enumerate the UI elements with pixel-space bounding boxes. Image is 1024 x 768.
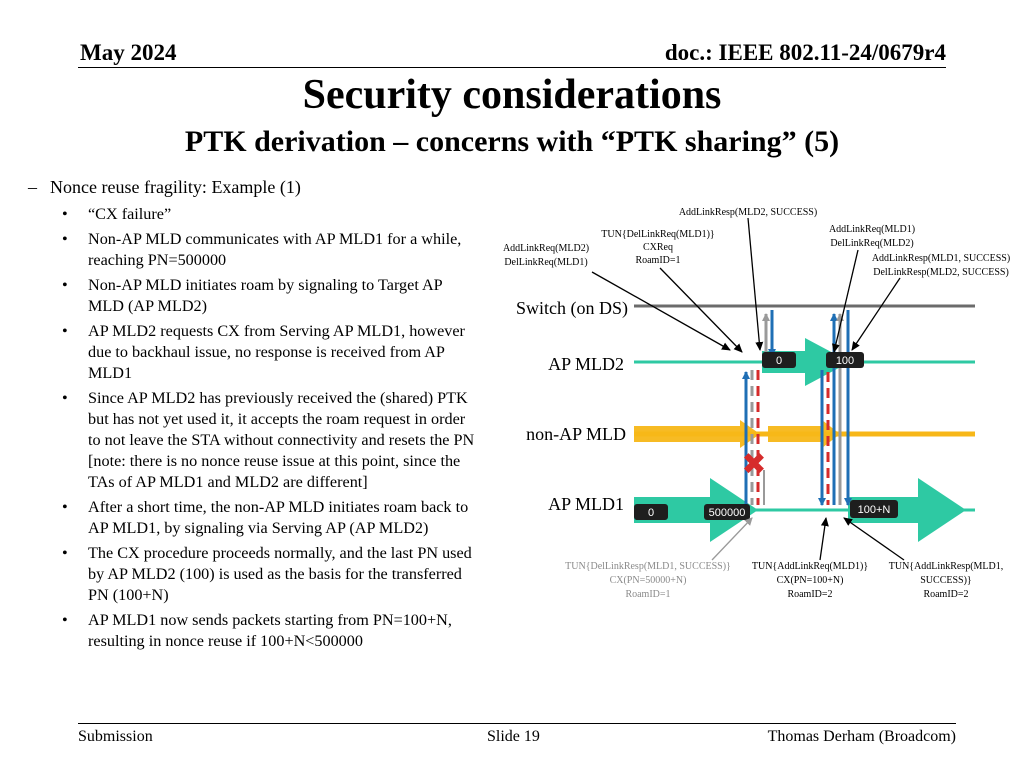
bullet-text: Non-AP MLD communicates with AP MLD1 for a while, reaching PN=500000 (88, 230, 462, 269)
footer-author: Thomas Derham (Broadcom) (767, 728, 956, 745)
bullet-marker: • (62, 544, 68, 562)
pn-box-ap2-end (826, 352, 864, 368)
pointer-addreq (834, 250, 858, 352)
bullet-text: “CX failure” (88, 205, 172, 223)
bullet-marker: • (62, 498, 68, 516)
pointer-resp (852, 278, 900, 350)
pointer-b2 (820, 518, 826, 560)
bullet-text: The CX procedure proceeds normally, and the last PN used by AP MLD2 (100) is used as the basis for the transferred PN (100+N) (88, 544, 472, 604)
label-add-del-line2: DelLinkReq(MLD1) (504, 257, 588, 268)
slide-title: Security considerations (302, 72, 722, 118)
row-label-ap-mld2: AP MLD2 (548, 354, 624, 374)
pn-box-ap2-end-label: 100 (835, 355, 855, 367)
label-b2-line1: TUN{AddLinkReq(MLD1)} (751, 561, 869, 572)
label-resp-line1: AddLinkResp(MLD1, SUCCESS) (871, 253, 1011, 264)
header-doc-id: doc.: IEEE 802.11-24/0679r4 (664, 40, 946, 65)
label-resp-line2: DelLinkResp(MLD2, SUCCESS) (873, 267, 1009, 278)
bullet-marker: • (62, 230, 68, 248)
header-date: May 2024 (80, 40, 177, 65)
non-ap-mld-arrow-1 (634, 420, 760, 448)
bullet-marker: • (62, 322, 68, 340)
pn-box-ap1-end (850, 500, 898, 518)
label-b1-line2: CX(PN=50000+N) (609, 575, 687, 586)
bullet-text: AP MLD1 now sends packets starting from PN=100+N, resulting in nonce reuse if 100+N<500000 (88, 611, 452, 650)
label-b2-line3: RoamID=2 (787, 589, 833, 600)
label-tun-line1: TUN{DelLinkReq(MLD1)} (601, 229, 715, 240)
pn-box-ap1-start (634, 504, 668, 520)
bullet-marker: • (62, 611, 68, 629)
bullet-text: Since AP MLD2 has previously received the (shared) PTK but has not yet used it, it accepts the roam request in order to not leave the STA without connectivity and resets the PN [note: there is no nonce reuse issue at this point, since the TAs of AP MLD1 and MLD2 are different] (88, 389, 475, 491)
dash-marker: – (28, 177, 37, 197)
footer-rule (78, 723, 956, 724)
pointer-addlinkresp-mld2 (748, 218, 760, 350)
pointer-tun (660, 268, 742, 352)
label-addlinkresp-mld2: AddLinkResp(MLD2, SUCCESS) (678, 207, 818, 218)
label-addreq-line2: DelLinkReq(MLD2) (830, 238, 914, 249)
label-add-del-line1: AddLinkReq(MLD2) (502, 243, 590, 254)
label-b3-line3: RoamID=2 (923, 589, 969, 600)
label-b3-line1: TUN{AddLinkResp(MLD1, (888, 561, 1004, 572)
pn-box-ap2-start-label: 0 (775, 355, 783, 367)
footer-slide-number: Slide 19 (487, 728, 540, 745)
footer-submission: Submission (78, 728, 153, 745)
label-b1-line1: TUN{DelLinkResp(MLD1, SUCCESS)} (565, 561, 731, 572)
bullet-marker: • (62, 276, 68, 294)
label-b1-line3: RoamID=1 (625, 589, 671, 600)
bullet-text: After a short time, the non-AP MLD initiates roam back to AP MLD1, by signaling via Serving AP (AP MLD2) (88, 498, 469, 537)
bullet-text: Non-AP MLD initiates roam by signaling to Target AP MLD (AP MLD2) (88, 276, 443, 315)
pn-box-ap1-mid (704, 504, 750, 520)
pn-box-ap1-mid-label: 500000 (708, 507, 746, 519)
bullet-marker: • (62, 205, 68, 223)
pointer-b3 (844, 518, 904, 560)
failure-x-icon: ✖ (741, 447, 767, 482)
row-label-switch: Switch (on DS) (516, 298, 628, 318)
row-label-ap-mld1: AP MLD1 (548, 494, 624, 514)
row-label-non-ap-mld: non-AP MLD (526, 424, 626, 444)
pn-box-ap2-start (762, 352, 796, 368)
label-addreq-line1: AddLinkReq(MLD1) (828, 224, 916, 235)
label-tun-line3: RoamID=1 (635, 255, 681, 266)
label-b3-line2: SUCCESS)} (920, 575, 972, 586)
section-heading-text: Nonce reuse fragility: Example (1) (50, 177, 301, 197)
pn-box-ap1-start-label: 0 (647, 507, 655, 519)
label-tun-line2: CXReq (643, 242, 673, 253)
bullet-text: AP MLD2 requests CX from Serving AP MLD1, however due to backhaul issue, no response is received from AP MLD1 (88, 322, 465, 382)
slide-subtitle: PTK derivation – concerns with “PTK sharing” (5) (184, 125, 840, 158)
pn-box-ap1-end-label: 100+N (857, 504, 891, 516)
label-b2-line2: CX(PN=100+N) (776, 575, 844, 586)
bullet-marker: • (62, 389, 68, 407)
